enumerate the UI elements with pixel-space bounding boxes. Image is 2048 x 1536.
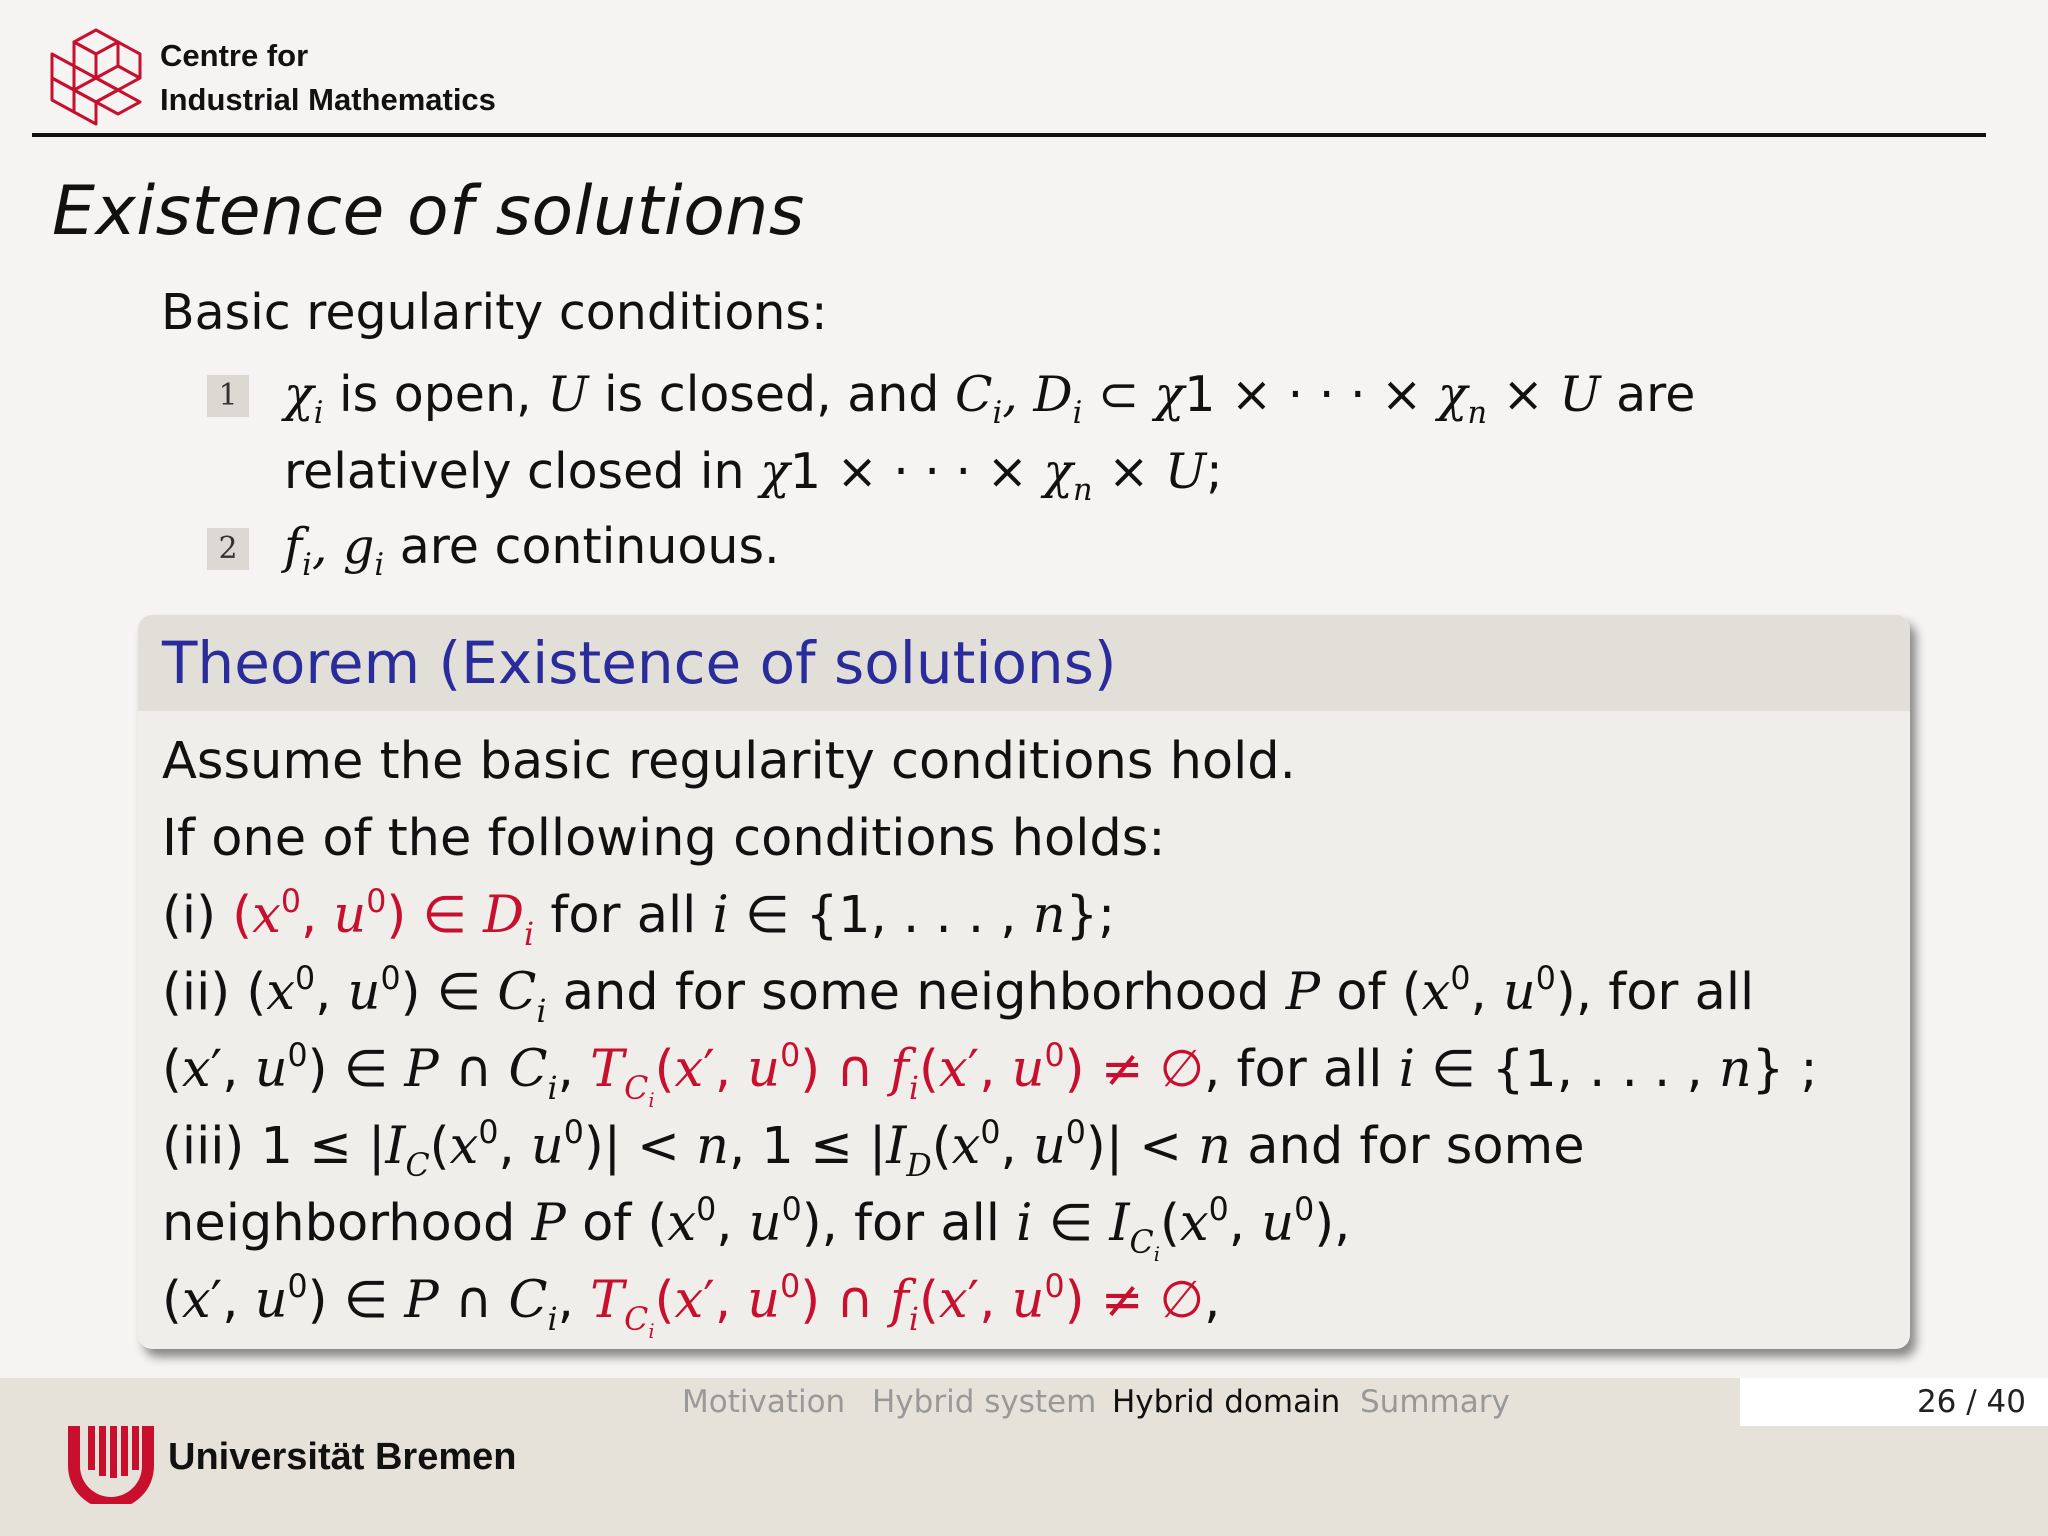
centre-logo-icon <box>46 26 146 126</box>
theorem-line-2: If one of the following conditions holds: <box>162 809 1166 868</box>
theorem-title: Theorem (Existence of solutions) <box>162 629 1117 697</box>
page-number: 26 / 40 <box>1916 1384 2026 1420</box>
theorem-block <box>138 615 1910 1349</box>
item-number-2: 2 <box>207 528 249 570</box>
theorem-condition-iii-line3: (x′, $u^0$) ∈ P ∩ $C_i$, $T_{C_i}(x'$, $u^0$) ∩ $f_i(x'$, $u^0$) ≠ ∅, <box>162 1269 1221 1344</box>
nav-hybrid-domain[interactable]: Hybrid domain <box>1112 1384 1341 1420</box>
centre-name-line1: Centre for <box>160 38 309 73</box>
theorem-condition-ii-line1: (ii) ($x^0$, $u^0$) ∈ $C_i$ and for some neighborhood P of ($x^0$, $u^0$), for all <box>162 961 1755 1030</box>
theorem-condition-iii-line2: neighborhood P of ($x^0$, $u^0$), for all i ∈ $I_{C_i}(x^0$, $u^0$), <box>162 1192 1351 1267</box>
slide-title: Existence of solutions <box>52 172 805 251</box>
list-item-2: $f_i$, $g_i$ are continuous. <box>284 518 780 584</box>
theorem-condition-iii-line1: (iii) $1 \le |I_C(x^0$, $u^0)| < n$, $1 \le |I_D(x^0$, $u^0)| < n$ and for some <box>162 1115 1585 1184</box>
theorem-condition-i: (i) ($x^0$, $u^0$) ∈ $D_i$ for all i ∈ {1, . . . , n}; <box>162 884 1116 953</box>
list-item-1: $\chi_i$ is open, U is closed, and $C_i$, $D_i$ ⊂ χ1 × · · · × $\chi_n \times U$ are relatively closed in χ1 × · · · × $\chi_n \times U$; <box>284 366 1696 509</box>
centre-name-line2: Industrial Mathematics <box>160 82 496 117</box>
item-number-1: 1 <box>207 375 249 417</box>
centre-name <box>160 34 496 122</box>
theorem-condition-ii-line2: (x′, $u^0$) ∈ P ∩ $C_i$, $T_{C_i}(x'$, $u^0$) ∩ $f_i(x'$, $u^0$) ≠ ∅, for all i ∈ {1, . . . , n} ; <box>162 1038 1818 1113</box>
university-name: Universität Bremen <box>168 1436 517 1478</box>
university-logo-icon <box>66 1422 156 1504</box>
nav-summary[interactable]: Summary <box>1360 1384 1510 1420</box>
header-rule <box>32 133 1986 137</box>
theorem-body <box>162 723 1818 1344</box>
nav-motivation[interactable]: Motivation <box>682 1384 846 1420</box>
theorem-line-1: Assume the basic regularity conditions hold. <box>162 732 1296 791</box>
nav-hybrid-system[interactable]: Hybrid system <box>872 1384 1097 1420</box>
intro-text: Basic regularity conditions: <box>161 284 828 341</box>
